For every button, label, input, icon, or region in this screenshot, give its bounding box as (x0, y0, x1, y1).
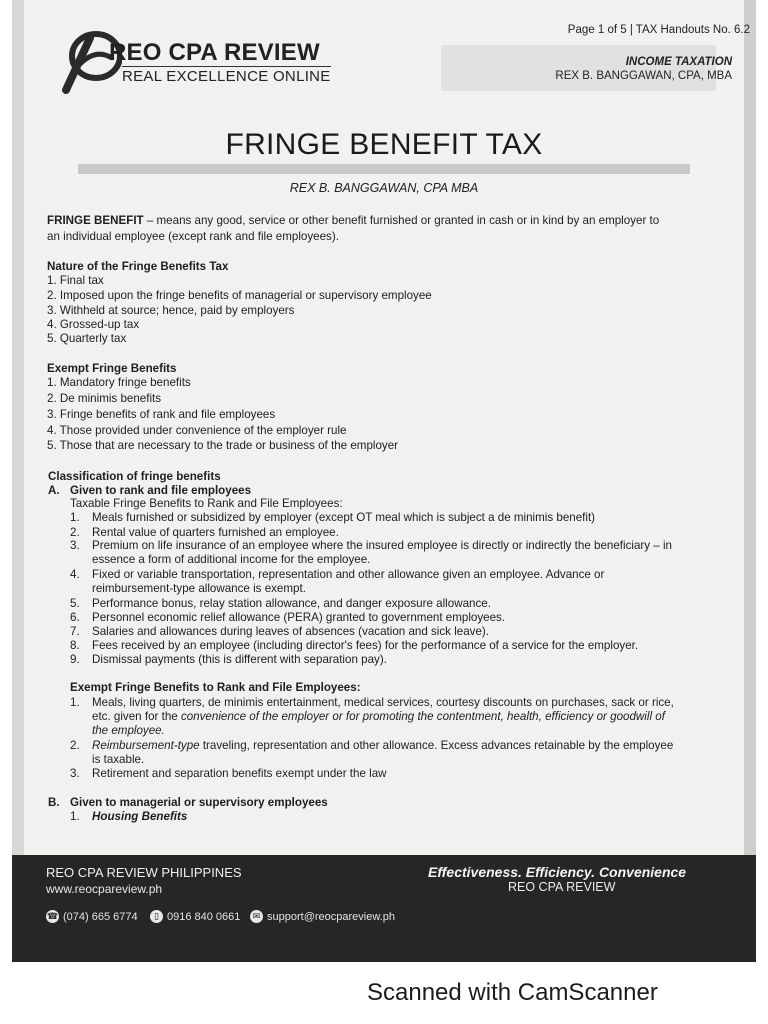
list-text: traveling, representation and other allowance. Excess advances retainable by the employee (199, 739, 674, 752)
section-heading: Nature of the Fringe Benefits Tax (47, 260, 229, 273)
phone-text: (074) 665 6774 (63, 910, 138, 923)
list-item: Fixed or variable transportation, representation and other allowance given an employee. Advance or (92, 568, 605, 581)
list-text-italic: Reimbursement-type (92, 739, 200, 752)
list-item: 3. Fringe benefits of rank and file employees (47, 408, 276, 421)
list-item: 2. Imposed upon the fringe benefits of managerial or supervisory employee (47, 289, 432, 302)
list-item: Rental value of quarters furnished an employee. (92, 526, 339, 539)
document-title: FRINGE BENEFIT TAX (225, 128, 543, 161)
email-icon: ✉ (250, 910, 263, 923)
list-number: 4. (70, 568, 80, 581)
phone-icon: ☎ (46, 911, 59, 921)
footer-slogan: Effectiveness. Efficiency. Convenience (428, 864, 687, 880)
subsection-label: A. (48, 484, 60, 497)
list-number: 6. (70, 611, 80, 624)
topic-box (441, 45, 716, 91)
subsection-subheading: Taxable Fringe Benefits to Rank and File Employees: (70, 497, 343, 510)
list-number: 5. (70, 597, 80, 610)
brand-name: REO CPA REVIEW (109, 39, 320, 66)
mobile-icon: ▯ (150, 910, 163, 923)
footer-email (250, 910, 395, 923)
list-item: 3. Withheld at source; hence, paid by employers (47, 304, 295, 317)
document-author: REX B. BANGGAWAN, CPA MBA (289, 181, 479, 195)
list-item: Fees received by an employee (including director's fees) for the performance of a service for the employer. (92, 639, 639, 652)
list-item: 1. Final tax (47, 274, 104, 287)
list-item: Dismissal payments (this is different with separation pay). (92, 653, 387, 666)
list-number: 9. (70, 653, 80, 666)
footer-mobile (150, 910, 240, 923)
list-item: Salaries and allowances during leaves of absences (vacation and sick leave). (92, 625, 489, 638)
list-text: etc. given for the (92, 710, 181, 723)
footer-phone (46, 910, 138, 923)
subsection-subheading: Exempt Fringe Benefits to Rank and File Employees: (70, 681, 361, 694)
list-item (92, 739, 673, 753)
definition-text: – means any good, service or other benefit furnished or granted in cash or in kind by an employer to (143, 214, 660, 227)
list-number: 2. (70, 526, 80, 539)
scanner-watermark: Scanned with CamScanner (367, 979, 658, 1006)
list-item: 4. Grossed-up tax (47, 318, 140, 331)
list-number: 8. (70, 639, 80, 652)
subsection-heading: Given to managerial or supervisory employees (70, 796, 328, 809)
list-item: Performance bonus, relay station allowance, and danger exposure allowance. (92, 597, 491, 610)
list-text-italic: convenience of the employer or for promoting the contentment, health, efficiency or goodwill of (180, 710, 665, 723)
email-text: support@reocpareview.ph (267, 910, 395, 923)
mobile-text: 0916 840 0661 (167, 910, 241, 923)
list-item: 2. De minimis benefits (47, 392, 162, 405)
list-item: Meals furnished or subsidized by employer (except OT meal which is subject a de minimis benefit) (92, 511, 596, 524)
footer-org: REO CPA REVIEW PHILIPPINES (46, 865, 242, 880)
definition-line: an individual employee (except rank and file employees). (47, 230, 339, 243)
list-item: 5. Quarterly tax (47, 332, 127, 345)
topic-title: INCOME TAXATION (625, 56, 732, 68)
list-item (92, 710, 665, 724)
list-item: 1. Mandatory fringe benefits (47, 376, 191, 389)
section-heading: Classification of fringe benefits (48, 470, 221, 483)
subsection-label: B. (48, 796, 60, 809)
footer-brand: REO CPA REVIEW (508, 880, 616, 894)
page-info: Page 1 of 5 | TAX Handouts No. 6.2 (567, 24, 750, 36)
topic-author: REX B. BANGGAWAN, CPA, MBA (555, 70, 732, 82)
list-item: reimbursement-type allowance is exempt. (92, 582, 306, 595)
list-item: essence a form of additional income for the employee. (92, 553, 371, 566)
list-item: Personnel economic relief allowance (PERA) granted to government employees. (92, 611, 506, 624)
footer-website: www.reocpareview.ph (46, 882, 163, 896)
list-item: is taxable. (92, 753, 145, 766)
list-number: 3. (70, 767, 80, 780)
list-number: 3. (70, 539, 80, 552)
subsection-heading: Given to rank and file employees (70, 484, 252, 497)
list-item: Premium on life insurance of an employee where the insured employee is directly or indirectly the beneficiary – in (92, 539, 672, 552)
brand-tagline: REAL EXCELLENCE ONLINE (122, 68, 331, 85)
title-divider (78, 164, 690, 174)
list-number: 7. (70, 625, 80, 638)
list-number: 1. (70, 810, 80, 823)
definition-line (47, 214, 659, 228)
list-item: Meals, living quarters, de minimis entertainment, medical services, courtesy discounts on purchases, sack or rice, (92, 696, 674, 709)
list-number: 1. (70, 696, 80, 709)
list-item: Retirement and separation benefits exempt under the law (92, 767, 387, 780)
list-item: 5. Those that are necessary to the trade or business of the employer (47, 439, 399, 452)
definition-term: FRINGE BENEFIT (47, 214, 144, 227)
list-number: 2. (70, 739, 80, 752)
list-item: the employee. (92, 724, 165, 737)
list-number: 1. (70, 511, 80, 524)
list-item: Housing Benefits (92, 810, 188, 823)
list-item: 4. Those provided under convenience of the employer rule (47, 424, 347, 437)
section-heading: Exempt Fringe Benefits (47, 362, 177, 375)
